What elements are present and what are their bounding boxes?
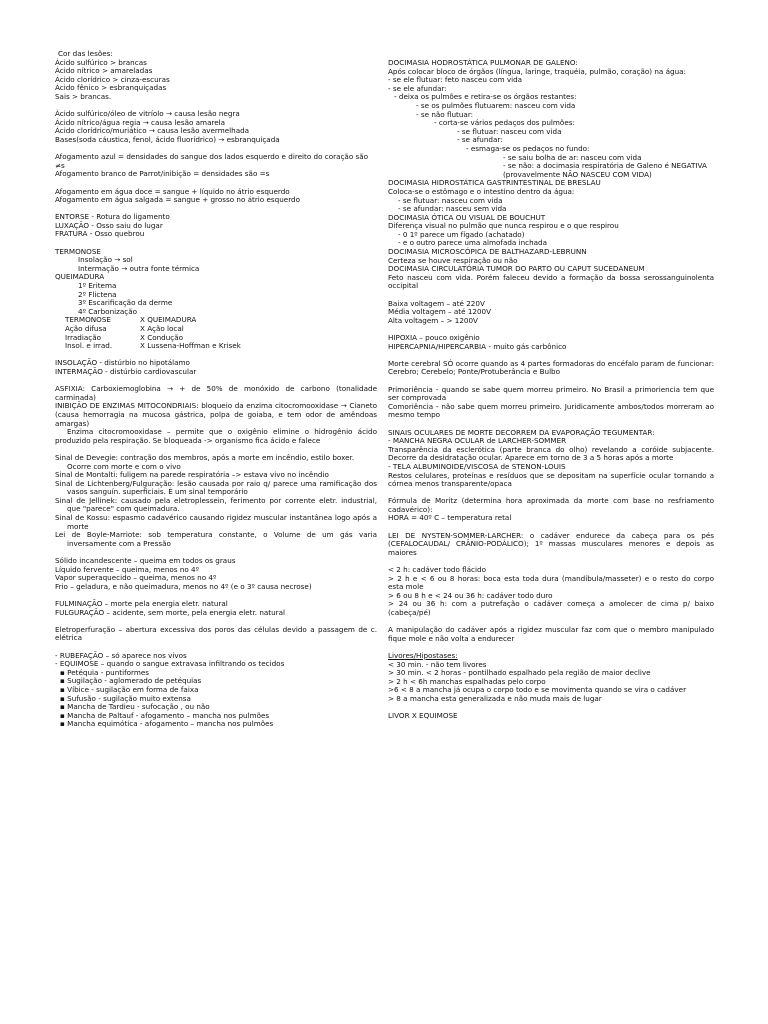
galeno-item: - se afundar:	[457, 135, 503, 145]
list-item: Ácido sulfúrico > brancas	[55, 57, 147, 67]
list-item: > 30 min. < 2 horas - pontilhado espalhado pela região de maior declive	[388, 668, 651, 678]
lesoes-title: Cor das lesões:	[58, 49, 113, 58]
sinal-item: Sinal de Kossu: espasmo cadavérico causando rigidez muscular instantânea logo após a morte	[55, 513, 377, 531]
list-item: Bases(soda cáustica, fenol, ácido fluorídrico) → esbranquiçada	[55, 134, 280, 144]
livor-equimose-text: LIVOR X EQUIMOSE	[388, 711, 458, 721]
comparativo-row: Ação difusa X Ação local	[65, 324, 184, 333]
larcher-text: Transparência da esclerótica (parte branca do olho) revelando a coróide subjacente. Decorre da desidratação ocular. Aparece em torno de 3 a 5 horas após a morte	[388, 444, 714, 463]
galeno-item: - deixa os pulmões e retira-se os órgãos restantes:	[394, 92, 577, 102]
list-item: - se afundar: nasceu sem vida	[398, 204, 507, 214]
list-item: ▪ Sugilação - aglomerado de petéquias	[60, 676, 202, 686]
galeno-item: - se ele flutuar: feto nasceu com vida	[388, 75, 523, 85]
balthazard-title: DOCIMASIA MICROSCÓPICA DE BALTHAZARD-LEBRUNN	[388, 247, 587, 257]
list-item: Alta voltagem – > 1200V	[388, 315, 478, 325]
rigidez-item: < 2 h: cadáver todo flácido	[388, 565, 486, 575]
galeno-list	[388, 68, 714, 145]
enzima-text: Enzima citocromooxidase – permite que o oxigênio elimine o hidrogênio ácido produzido pela respiração. Se bloqueada -> organismo fica ácido e falece	[55, 427, 377, 445]
primoriencia-text: Primoriência - quando se sabe quem morreu primeiro. No Brasil a primoriencia tem que ser comprovada	[388, 384, 714, 403]
list-item: ▪ Mancha de Tardieu - sufocação , ou não	[60, 702, 210, 712]
list-item: - RUBEFAÇÃO – só aparece nos vivos	[55, 650, 187, 660]
bullet-icon: ▪	[60, 684, 68, 694]
equimose-list	[55, 669, 377, 729]
list-item: Frio – geladura, e não queimadura, menos no 4º (e o 3º causa necrose)	[55, 581, 312, 591]
list-item: > 8 a mancha esta generalizada e não muda mais de lugar	[388, 693, 602, 703]
list-item: Sais > brancas.	[55, 91, 112, 101]
list-item: ▪ Mancha equimótica - afogamento – mancha nos pulmões	[60, 719, 274, 729]
list-item: 3º Escarificação da derme	[78, 298, 173, 308]
list-item: HIPERCAPNIA/HIPERCARBIA - muito gás carbônico	[388, 341, 567, 351]
lesoes-list	[55, 59, 377, 102]
breslau-title: DOCIMASIA HIDROSTÁTICA GASTRINTESTINAL DE BRESLAU	[388, 178, 601, 188]
voltagem-list	[388, 300, 714, 326]
sinal-item: Lei de Boyle-Marriote: sob temperatura constante, o Volume de um gás varia inversamente com a Pressão	[55, 530, 377, 548]
inibicao-text: INIBIÇÃO DE ENZIMAS MITOCONDRIAIS: bloqueio da enzima citocromooxidase → Cianeto (causa hemorragia na mucosa gástrica, polpa de goiaba, e tem odor de amêndoas amargas)	[55, 401, 377, 428]
bullet-icon: ▪	[60, 667, 68, 677]
sinal-item: Sinal de Jellinek: causado pela eletroplessein, ferimento por corrente eletr. industrial, que "parece" com queimadura.	[55, 495, 377, 514]
list-item: ENTORSE - Rotura do ligamento	[55, 212, 170, 222]
list-item: HIPOXIA – pouco oxigênio	[388, 333, 480, 342]
list-item: - se flutuar: nasceu com vida	[398, 195, 503, 205]
sinais-oculares-title: SINAIS OCULARES DE MORTE DECORREM DA EVAPORAÇÃO TEGUMENTAR:	[388, 427, 655, 437]
comparativo-row: Insol. e irrad. X Lussena-Hoffman e Krisek	[65, 341, 241, 351]
bouchut-text: Diferença visual no pulmão que nunca respirou e o que respirou	[388, 221, 619, 231]
left-column	[55, 50, 377, 729]
list-item: 4º Carbonização	[78, 306, 138, 316]
queimadura-list	[55, 282, 377, 316]
galeno-item: - se ele afundar:	[388, 83, 447, 93]
comparativo-row: TERMONOSE X QUEIMADURA	[65, 315, 197, 325]
list-item: Média voltagem – até 1200V	[388, 307, 492, 317]
sinal-item: Sinal de Devegie: contração dos membros, após a morte em incêndio, estilo boxer.	[55, 452, 355, 462]
list-item: FULGURAÇÃO – acidente, sem morte, pela energia eletr. natural	[55, 607, 286, 617]
list-item: ▪ Petéquia - puntiformes	[60, 667, 149, 677]
list-item: 1º Eritema	[78, 281, 117, 291]
list-item: INTERMAÇÃO - distúrbio cardiovascular	[55, 366, 197, 376]
comparativo-row: Irradiação X Condução	[65, 332, 184, 342]
livores-list	[388, 661, 714, 704]
breslau-list	[388, 197, 714, 214]
list-item: Afogamento branco de Parrot/inibição = densidades são =s	[55, 169, 270, 179]
list-item: - se saiu bolha de ar: nasceu com vida	[503, 152, 642, 162]
bouchut-list	[388, 231, 714, 248]
insolacao-list	[55, 359, 377, 376]
galeno-title: DOCIMASIA HODROSTÁTICA PULMONAR DE GALENO:	[388, 58, 578, 67]
bullet-icon: ▪	[60, 676, 68, 686]
larcher-title: - MANCHA NEGRA OCULAR de LARCHER-SOMMER	[388, 436, 567, 446]
moritz-text: Fórmula de Moritz (determina hora aproximada da morte com base no resfriamento cadavérico):	[388, 496, 714, 514]
manipulacao-text: A manipulação do cadáver após a rigidez muscular faz com que o membro manipulado fique mole e não volta a endurecer	[388, 625, 714, 643]
livores-title: Livores/Hipostases:	[388, 650, 458, 660]
fulminacao-list	[55, 600, 377, 617]
esmaga-text: - esmaga-se os pedaços no fundo:	[466, 143, 590, 153]
list-item: ▪ Víbice - sugilação em forma de faixa	[60, 684, 199, 694]
list-item: Ácido clorídrico/muriático → causa lesão avermelhada	[55, 126, 250, 136]
afogamento-agua-list	[55, 188, 377, 205]
bouchut-title: DOCIMASIA ÓTICA OU VISUAL DE BOUCHUT	[388, 212, 546, 222]
nysten-text: LEI DE NYSTEN-SOMMER-LARCHER: o cadáver endurece da cabeça para os pés (CEFALOCAUDAL/ CRÂNIO-PODÁLICO); 1º massas musculares menores e depois as maiores	[388, 530, 714, 557]
moritz-formula: HORA = 40º C – temperatura retal	[388, 513, 512, 523]
galeno-item: - se os pulmões flutuarem: nasceu com vida	[416, 100, 576, 110]
sinal-item: Sinal de Montalti: fuligem na parede respiratória –> estava vivo no incêndio	[55, 470, 329, 480]
bullet-icon: ▪	[60, 719, 68, 729]
eletroperfuracao-text: Eletroperfuração – abertura excessiva dos poros das células devido a passagem de c. elétrica	[55, 624, 377, 643]
list-item: ▪ Sufusão - sugilação muito extensa	[60, 693, 191, 703]
list-item: Líquido fervente – queima, menos no 4º	[55, 564, 200, 574]
list-item: Ácido nítrico > amareladas	[55, 66, 153, 76]
termonose-list	[55, 256, 377, 273]
list-item: - 0 1º parece um fígado (achatado)	[398, 229, 525, 239]
list-item: Ácido fênico > esbranquiçadas	[55, 83, 167, 93]
list-item: Baixa voltagem – até 220V	[388, 298, 485, 308]
list-item: - e o outro parece uma almofada inchada	[398, 238, 548, 248]
list-item: LUXAÇÃO - Osso saiu do lugar	[55, 220, 163, 230]
entorse-list	[55, 213, 377, 239]
comoriencia-text: Comoriência - não sabe quem morreu primeiro. Juridicamente ambos/todos morreram ao mesmo tempo	[388, 401, 714, 420]
rigidez-item: > 6 ou 8 h e < 24 ou 36 h: cadáver todo duro	[388, 590, 553, 600]
list-item: Insolação → sol	[78, 255, 133, 265]
list-item: Vapor superaquecido – queima, menos no 4º	[55, 573, 217, 583]
afogamento-list	[55, 153, 377, 179]
list-item: Afogamento em água salgada = sangue + grosso no átrio esquerdo	[55, 195, 300, 205]
list-item: Ácido clorídrico > cinza-escuras	[55, 74, 170, 84]
bullet-icon: ▪	[60, 693, 68, 703]
queima-list	[55, 557, 377, 591]
asfixia-text: ASFIXIA: Carboxiemoglobina → + de 50% de monóxido de carbono (tonalidade carminada)	[55, 384, 377, 402]
list-item: Ácido sulfúrico/óleo de vitríolo → causa lesão negra	[55, 109, 240, 119]
right-column	[388, 59, 714, 721]
termonose-title: TERMONOSE	[55, 246, 101, 256]
list-item: < 30 min. - não tem livores	[388, 659, 487, 669]
rigidez-item: > 24 ou 36 h: com a putrefação o cadáver começa a amolecer de cima p/ baixo (cabeça/pé)	[388, 599, 714, 617]
morte-cerebral-text: Morte cerebral SÓ ocorre quando as 4 partes formadoras do encéfalo param de funcionar: Cerebro; Cerebelo; Ponte/Protuberância e Bulbo	[388, 358, 714, 377]
list-item: >6 < 8 a mancha já ocupa o corpo todo e se movimenta quando se vira o cadáver	[388, 685, 687, 695]
rubefacao-list	[55, 652, 377, 669]
galeno-item: - se não flutuar:	[416, 109, 474, 119]
bullet-icon: ▪	[60, 710, 68, 720]
hipoxia-list	[388, 334, 714, 351]
esmaga-list	[388, 154, 714, 180]
acidos-list	[55, 110, 377, 144]
queimadura-title: QUEIMADURA	[55, 272, 105, 282]
galeno-item: - se flutuar: nasceu com vida	[457, 126, 562, 136]
list-item: Ácido nítrico/água regia → causa lesão amarela	[55, 117, 226, 127]
list-item: - se não: a docimasia respiratória de Galeno é NEGATIVA (provavelmente NÃO NASCEU COM VIDA)	[503, 161, 707, 179]
bullet-icon: ▪	[60, 702, 68, 712]
stenon-text: Restos celulares, proteínas e resíduos que se depositam na superfície ocular tornando a córnea menos transparente/opaca	[388, 470, 714, 489]
tumor-text: Feto nasceu com vida. Porém faleceu devido a formação da bossa serossanguinolenta occipital	[388, 272, 714, 291]
list-item: Intermação → outra fonte térmica	[78, 263, 200, 273]
comparativo-table	[55, 316, 377, 350]
rigidez-item: > 2 h e < 6 ou 8 horas: boca esta toda dura (mandíbula/masseter) e o resto do corpo esta mole	[388, 573, 714, 592]
sinal-item: Sinal de Lichtenberg/Fulguração: lesão causada por raio q/ parece uma ramificação dos vasos sanguín. superficiais. É um sinal temporário	[55, 478, 377, 497]
list-item: Afogamento azul = densidades do sangue dos lados esquerdo e direito do coração são ≠s	[55, 152, 369, 170]
list-item: > 2 h < 6h manchas espalhadas pelo corpo	[388, 676, 546, 686]
list-item: 2º Flictena	[78, 289, 117, 299]
sinais-list	[55, 454, 377, 549]
galeno-item: - corta-se vários pedaços dos pulmões:	[434, 118, 575, 128]
stenon-title: - TELA ALBUMINOIDE/VISCOSA de STENON-LOUIS	[388, 461, 566, 471]
list-item: FULMINAÇÃO – morte pela energia eletr. natural	[55, 599, 228, 608]
galeno-item: Após colocar bloco de órgãos (língua, laringe, traquéia, pulmão, coração) na água:	[388, 66, 686, 76]
breslau-text: Coloca-se o estômago e o intestino dentro da água:	[388, 186, 575, 196]
list-item: Afogamento em água doce = sangue + líquido no átrio esquerdo	[55, 186, 290, 196]
list-item: ▪ Mancha de Paltauf - afogamento – mancha nos pulmões	[60, 710, 270, 720]
tumor-title: DOCIMASIA CIRCULATÓRIA TUMOR DO PARTO OU CAPUT SUCEDANEUM	[388, 264, 645, 274]
rigidez-list	[388, 566, 714, 618]
list-item: FRATURA - Osso quebrou	[55, 229, 145, 239]
balthazard-text: Certeza se houve respiração ou não	[388, 255, 518, 265]
list-item: INSOLAÇÃO - distúrbio no hipotálamo	[55, 358, 190, 368]
list-item: Sólido incandescente – queima em todos os graus	[55, 556, 236, 566]
list-item: - EQUIMOSE – quando o sangue extravasa infiltrando os tecidos	[55, 659, 285, 669]
sinal-item: Ocorre com morte e com o vivo	[67, 461, 181, 471]
